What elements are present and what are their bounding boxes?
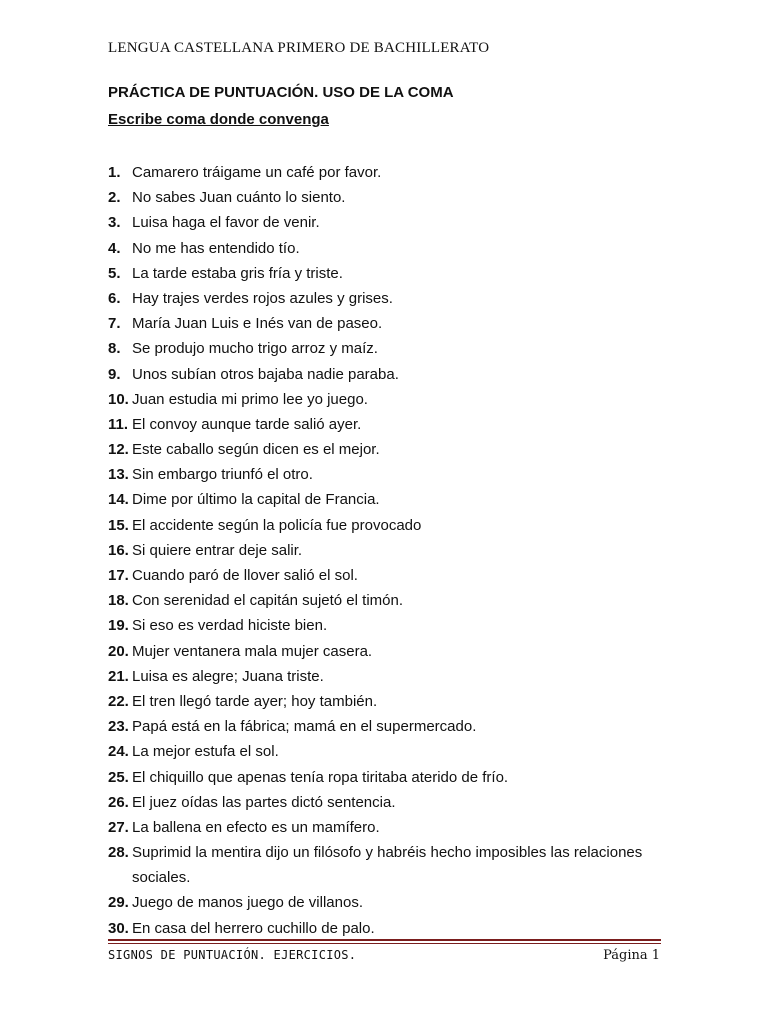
exercise-item	[108, 890, 668, 915]
exercise-item	[108, 790, 668, 815]
exercise-text: Si quiere entrar deje salir.	[132, 541, 303, 559]
exercise-number: 27.	[108, 818, 129, 836]
exercise-text: No sabes Juan cuánto lo siento.	[132, 189, 346, 207]
exercise-text: Cuando paró de llover salió el sol.	[132, 567, 358, 584]
exercise-item	[108, 311, 668, 336]
exercise-item	[108, 840, 668, 890]
footer-title: SIGNOS DE PUNTUACIÓN. EJERCICIOS.	[108, 948, 357, 962]
page-header: LENGUA CASTELLANA PRIMERO DE BACHILLERATO	[108, 40, 490, 56]
exercise-text: Mujer ventanera mala mujer casera.	[132, 642, 373, 660]
exercise-number: 16.	[108, 541, 129, 559]
page-number: Página 1	[603, 948, 660, 963]
exercise-item	[108, 815, 668, 840]
exercise-number: 5.	[108, 264, 121, 282]
exercise-item	[108, 916, 668, 941]
exercise-item	[108, 160, 668, 185]
exercise-text: En casa del herrero cuchillo de palo.	[132, 919, 375, 937]
exercise-text: La ballena en efecto es un mamífero.	[132, 818, 380, 836]
exercise-number: 8.	[108, 340, 121, 358]
exercise-number: 7.	[108, 315, 121, 333]
exercise-list	[108, 160, 668, 941]
exercise-item	[108, 588, 668, 613]
exercise-text: Luisa es alegre; Juana triste.	[132, 667, 324, 685]
exercise-number: 24.	[108, 743, 129, 761]
exercise-text: Suprimid la mentira dijo un filósofo y habréis hecho imposibles las relaciones sociales.	[132, 844, 643, 887]
exercise-item	[108, 236, 668, 261]
exercise-text: Hay trajes verdes rojos azules y grises.	[132, 289, 393, 307]
exercise-item	[108, 261, 668, 286]
exercise-item	[108, 387, 668, 412]
exercise-item	[108, 714, 668, 739]
exercise-text: La tarde estaba gris fría y triste.	[132, 264, 343, 282]
exercise-text: Dime por último la capital de Francia.	[132, 491, 380, 509]
exercise-item	[108, 689, 668, 714]
exercise-text: La mejor estufa el sol.	[132, 743, 279, 761]
exercise-number: 9.	[108, 365, 121, 383]
exercise-item	[108, 462, 668, 487]
exercise-item	[108, 739, 668, 764]
exercise-text: Se produjo mucho trigo arroz y maíz.	[132, 340, 378, 358]
exercise-number: 23.	[108, 718, 129, 736]
exercise-item	[108, 538, 668, 563]
exercise-item	[108, 437, 668, 462]
exercise-item	[108, 513, 668, 538]
exercise-number: 30.	[108, 919, 129, 937]
exercise-text: El juez oídas las partes dictó sentencia.	[132, 793, 396, 811]
exercise-item	[108, 286, 668, 311]
exercise-text: Camarero tráigame un café por favor.	[132, 164, 382, 181]
exercise-text: Juego de manos juego de villanos.	[132, 894, 363, 912]
exercise-number: 2.	[108, 189, 121, 207]
exercise-text: El accidente según la policía fue provocado	[132, 516, 422, 534]
exercise-text: Unos subían otros bajaba nadie paraba.	[132, 365, 399, 383]
exercise-item	[108, 765, 668, 790]
exercise-item	[108, 362, 668, 387]
exercise-text: El convoy aunque tarde salió ayer.	[132, 415, 362, 433]
exercise-text: Juan estudia mi primo lee yo juego.	[132, 390, 368, 408]
exercise-item	[108, 210, 668, 235]
exercise-number: 18.	[108, 592, 129, 610]
exercise-text: Sin embargo triunfó el otro.	[132, 466, 313, 484]
exercise-number: 29.	[108, 894, 129, 912]
exercise-number: 15.	[108, 516, 129, 534]
exercise-text: Este caballo según dicen es el mejor.	[132, 441, 380, 459]
exercise-text: Si eso es verdad hiciste bien.	[132, 617, 328, 635]
exercise-text: Luisa haga el favor de venir.	[132, 214, 320, 232]
exercise-item	[108, 613, 668, 638]
exercise-number: 6.	[108, 289, 121, 307]
exercise-text: María Juan Luis e Inés van de paseo.	[132, 315, 383, 333]
exercise-number: 20.	[108, 642, 129, 660]
footer-divider	[108, 939, 661, 941]
exercise-number: 28.	[108, 844, 129, 862]
exercise-item	[108, 412, 668, 437]
exercise-number: 13.	[108, 466, 129, 484]
exercise-number: 12.	[108, 441, 129, 459]
exercise-text: El chiquillo que apenas tenía ropa tiritaba aterido de frío.	[132, 768, 509, 786]
exercise-item	[108, 639, 668, 664]
exercise-number: 3.	[108, 214, 121, 232]
page-title: PRÁCTICA DE PUNTUACIÓN. USO DE LA COMA	[108, 84, 454, 101]
exercise-number: 26.	[108, 793, 129, 811]
exercise-number: 1.	[108, 164, 121, 181]
exercise-text: Papá está en la fábrica; mamá en el supermercado.	[132, 718, 477, 736]
exercise-number: 17.	[108, 567, 129, 584]
exercise-item	[108, 185, 668, 210]
exercise-number: 21.	[108, 667, 129, 685]
footer-divider-thin	[108, 943, 661, 944]
exercise-item	[108, 563, 668, 588]
exercise-number: 19.	[108, 617, 129, 635]
exercise-item	[108, 487, 668, 512]
exercise-number: 4.	[108, 239, 121, 257]
exercise-item	[108, 664, 668, 689]
exercise-number: 11.	[108, 415, 129, 433]
exercise-number: 25.	[108, 768, 129, 786]
exercise-number: 10.	[108, 390, 129, 408]
exercise-text: No me has entendido tío.	[132, 239, 300, 257]
exercise-number: 22.	[108, 692, 129, 710]
exercise-text: Con serenidad el capitán sujetó el timón.	[132, 592, 403, 610]
instructions: Escribe coma donde convenga	[108, 111, 329, 128]
exercise-item	[108, 336, 668, 361]
exercise-number: 14.	[108, 491, 129, 509]
exercise-text: El tren llegó tarde ayer; hoy también.	[132, 692, 378, 710]
